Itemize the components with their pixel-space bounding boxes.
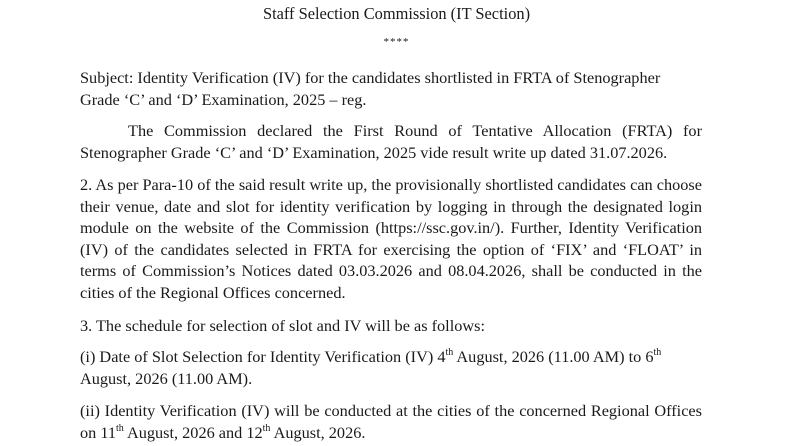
document-heading: Staff Selection Commission (IT Section) bbox=[262, 4, 531, 23]
subject-line: Subject: Identity Verification (IV) for the candidates shortlisted in FRTA of Stenographer Grade ‘C’ and ‘D’ Examination, 2025 – reg. bbox=[80, 68, 661, 109]
schedule-item-ii-sup-2: th bbox=[262, 422, 271, 434]
schedule-item-i-sup-1: th bbox=[445, 347, 454, 358]
paragraph-3: 3. The schedule for selection of slot and IV will be as follows: bbox=[80, 316, 485, 335]
paragraph-1: The Commission declared the First Round of Tentative Allocation (FRTA) for Stenographer Grade ‘C’ and ‘D’ Examination, 2025 vide result write up dated 31.07.2026. bbox=[80, 121, 702, 162]
schedule-item-i-text-1: (i) Date of Slot Selection for Identity Verification (IV) 4 bbox=[80, 347, 446, 366]
schedule-item-i-sup-2: th bbox=[653, 347, 662, 358]
schedule-item-i bbox=[80, 346, 702, 389]
schedule-item-i-text-2: August, 2026 (11.00 AM) to 6 bbox=[453, 347, 654, 366]
schedule-item-ii-sup-1: th bbox=[116, 422, 124, 434]
schedule-item-i-text-3: August, 2026 (11.00 AM). bbox=[80, 368, 253, 388]
heading-separator: **** bbox=[383, 36, 410, 48]
schedule-item-ii-text-2: August, 2026 and 12 bbox=[123, 422, 263, 442]
schedule-item-ii-text-1: (ii) Identity Verification (IV) will be conducted at the cities of the concerned Regional Offices on 11 bbox=[80, 401, 702, 442]
paragraph-2: 2. As per Para-10 of the said result write up, the provisionally shortlisted candidates can choose their venue, date and slot for identity verification by logging in through the designated login module on the website of the Commission (https://ssc.gov.in/). Further, Identity Verification (IV) of the candidates selected in FRTA for exercising the option of ‘FIX’ and ‘FLOAT’ in terms of Commission’s Notices dated 03.03.2026 and 08.04.2026, shall be conducted in the cities of the Regional Offices concerned. bbox=[80, 175, 702, 302]
schedule-item-ii bbox=[80, 400, 702, 443]
schedule-item-ii-text-3: August, 2026. bbox=[270, 422, 366, 442]
